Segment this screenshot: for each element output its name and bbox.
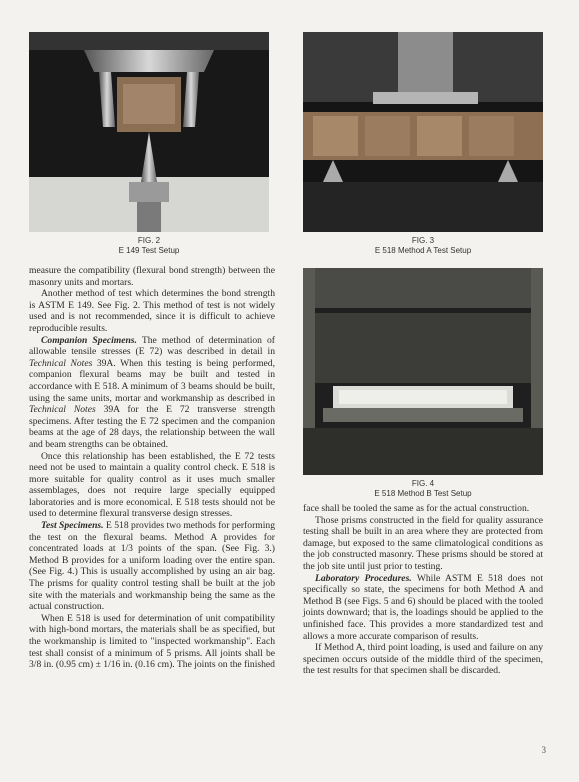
fig4-title: E 518 Method B Test Setup — [374, 489, 472, 498]
fig2-photo-illustration — [29, 32, 269, 232]
text-span: E 518 provides two methods for performing the test on the flexural beams. Method A provides for concentrated loads at 1/3 points of the span. (See Fig. 3.) Method B provides for a uniform loading over the entire span. (See Fig. 4.) This is usually accomplished by using an air bag. The prisms for quality control testing shall be built at the job site with the materials and workmanship being the same as the actual construction. — [29, 520, 275, 613]
fig2-photo — [29, 32, 269, 232]
runin-laboratory-procedures: Laboratory Procedures. — [315, 572, 412, 584]
text-span: While ASTM E 518 does not specifically so state, the specimens for both Method A and Method B (see Figs. 5 and 6) should be placed with the tooled joints downward; that is, the loadings should be applied to the unfinished face. This provides a more standardized test and allows a more accurate comparison of results. — [303, 572, 543, 642]
left-paragraph-4: Once this relationship has been established, the E 72 tests need not be used to maintain a quality control check. E 518 is more suitable for quality control as it uses much smaller assemblages, does not require large specially equipped laboratories and is more economical. E 518 tests should not be used to determine flexural transverse design stresses. — [29, 450, 275, 520]
right-column — [303, 503, 543, 677]
italic-ref: Technical Notes — [29, 404, 96, 416]
left-paragraph-2: Another method of test which determines the bond strength is ASTM E 149. See Fig. 2. This method of test is not widely used and is not recommended, since it is difficult to achieve reproducible results. — [29, 288, 275, 334]
fig4-caption — [303, 479, 543, 499]
fig4-photo-illustration — [303, 268, 543, 475]
text-span: 39A. When this testing is being performed, companion flexural beams may be built and tested in accordance with E 518. A minimum of 3 beams should be built, using the same units, mortar and workmanship as described in — [29, 357, 276, 404]
left-paragraph-1: measure the compatibility (flexural bond strength) between the masonry units and mortars. — [29, 265, 275, 288]
fig3-photo — [303, 32, 543, 232]
fig2-caption — [29, 236, 269, 256]
page-number: 3 — [541, 745, 546, 755]
fig2-title: E 149 Test Setup — [118, 246, 180, 255]
left-paragraph-6: When E 518 is used for determination of unit compatibility with high-bond mortars, the materials shall be as specified, but the workmanship is limited to "inspected workmanship". Each test shall consist of a minimum of 5 prisms. All joints shall be 3/8 in. (0.95 cm) ± 1/16 in. (0.16 cm). The joints on the finished — [29, 612, 275, 671]
text-span: The method of determination of allowable tensile stresses (E 72) was described in detail in — [29, 334, 275, 358]
text-span: 39A for the E 72 transverse strength specimens. After testing the E 72 specimen and the companion beams at the age of 28 days, the relationship between the wall and beam strengths can be obtained. — [29, 404, 275, 450]
fig3-photo-illustration — [303, 32, 543, 232]
italic-ref: Technical Notes — [29, 357, 93, 369]
left-paragraph-3 — [29, 335, 275, 451]
fig3-title: E 518 Method A Test Setup — [374, 246, 472, 255]
left-column — [29, 265, 275, 671]
fig4-label: FIG. 4 — [411, 479, 435, 488]
runin-companion-specimens: Companion Specimens. — [41, 334, 137, 346]
right-paragraph-1: face shall be tooled the same as for the actual construction. — [303, 503, 530, 514]
left-paragraph-5 — [29, 520, 275, 613]
fig3-caption — [303, 236, 543, 256]
runin-test-specimens: Test Specimens. — [41, 520, 104, 532]
fig3-label: FIG. 3 — [411, 236, 435, 245]
right-paragraph-4: If Method A, third point loading, is used and failure on any specimen occurs outside of the middle third of the specimen, the test results for that specimen shall be discarded. — [303, 642, 543, 677]
right-paragraph-3 — [303, 573, 543, 643]
right-paragraph-2: Those prisms constructed in the field for quality assurance testing shall be built in an area where they are protected from damage, but exposed to the same climatological conditions as the job constructed masonry. These prisms should be stored at the job site until just prior to testing. — [303, 514, 543, 572]
fig4-photo — [303, 268, 543, 475]
fig2-label: FIG. 2 — [137, 236, 161, 245]
